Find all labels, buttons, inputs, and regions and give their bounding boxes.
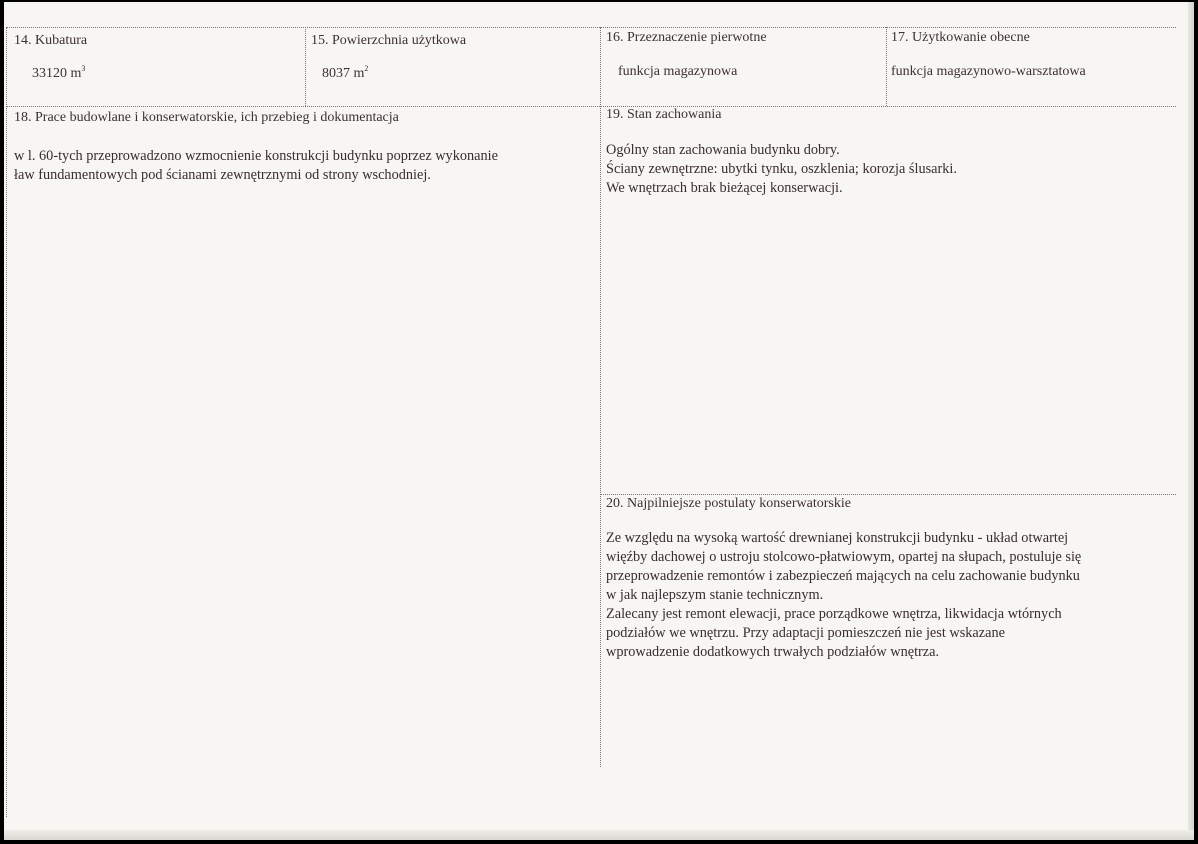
left-rule	[6, 27, 7, 817]
section17-value: funkcja magazynowo-warsztatowa	[891, 64, 1086, 79]
section20-text	[606, 529, 1081, 662]
section20-line: w jak najlepszym stanie technicznym.	[606, 587, 824, 603]
top-rule	[6, 27, 1176, 28]
paper-edge-bottom	[4, 830, 1194, 840]
section19-line: We wnętrzach brak bieżącej konserwacji.	[606, 180, 843, 196]
section20-line: Zalecany jest remont elewacji, prace porządkowe wnętrza, likwidacja wtórnych	[606, 606, 1062, 622]
section20-line: wprowadzenie dodatkowych trwałych podziałów wnętrza.	[606, 644, 940, 660]
section20-label: 20. Najpilniejsze postulaty konserwatorskie	[606, 496, 851, 511]
section15-number: 8037 m	[322, 66, 365, 81]
section18-line: w l. 60-tych przeprowadzono wzmocnienie konstrukcji budynku poprzez wykonanie	[14, 148, 498, 164]
section14-label: 14. Kubatura	[14, 33, 88, 48]
section19-text	[606, 141, 957, 198]
section18-label: 18. Prace budowlane i konserwatorskie, ich przebieg i dokumentacja	[14, 110, 399, 125]
section18-text	[14, 147, 498, 185]
section16-value: funkcja magazynowa	[618, 64, 738, 79]
row-divider	[6, 106, 1176, 107]
col-divider-14-15	[305, 27, 306, 106]
section20-divider	[600, 494, 1176, 495]
section14-number: 33120 m	[32, 66, 82, 81]
section19-label: 19. Stan zachowania	[606, 107, 722, 122]
section20-line: Ze względu na wysoką wartość drewnianej konstrukcji budynku - układ otwartej	[606, 530, 1069, 546]
section16-label: 16. Przeznaczenie pierwotne	[606, 30, 767, 45]
section17-label: 17. Użytkowanie obecne	[891, 30, 1030, 45]
section14-value	[32, 66, 85, 82]
document-card	[4, 2, 1194, 840]
section19-line: Ściany zewnętrzne: ubytki tynku, oszklenia; korozja ślusarki.	[606, 161, 957, 177]
section20-line: więźby dachowej o ustroju stolcowo-płatwiowym, opartej na słupach, postuluje się	[606, 549, 1082, 565]
section18-line: ław fundamentowych pod ścianami zewnętrznymi od strony wschodniej.	[14, 167, 431, 183]
section20-line: przeprowadzenie remontów i zabezpieczeń mających na celu zachowanie budynku	[606, 568, 1080, 584]
section15-label: 15. Powierzchnia użytkowa	[311, 33, 467, 48]
col-divider-16-17	[886, 27, 887, 106]
section20-line: podziałów we wnętrzu. Przy adaptacji pomieszczeń nie jest wskazane	[606, 625, 1005, 641]
col-divider-main	[600, 27, 601, 767]
section15-sup: 2	[364, 64, 369, 73]
section14-sup: 3	[81, 64, 86, 73]
paper-edge-right	[1188, 2, 1194, 840]
section19-line: Ogólny stan zachowania budynku dobry.	[606, 142, 840, 158]
section15-value	[322, 66, 368, 82]
